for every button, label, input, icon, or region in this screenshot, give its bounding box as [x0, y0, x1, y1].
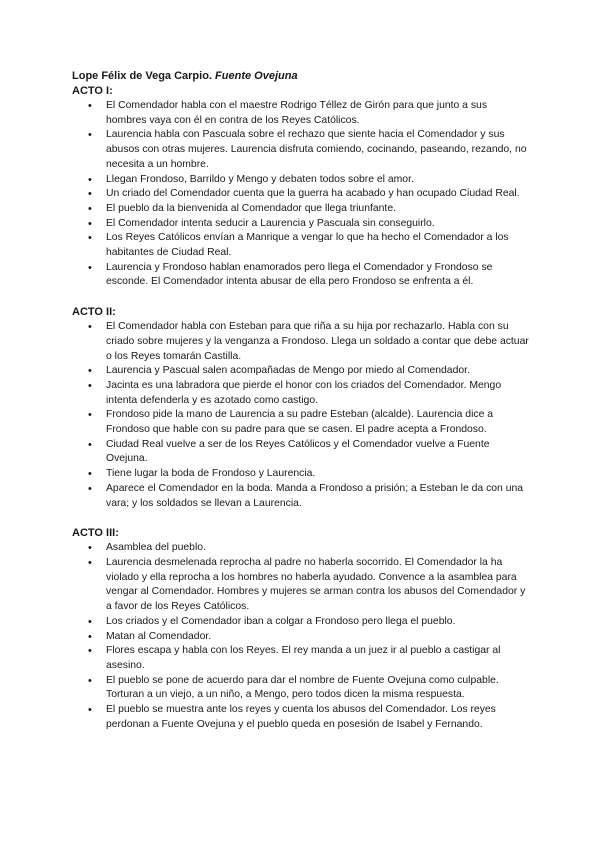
list-item: • Un criado del Comendador cuenta que la guerra ha acabado y han ocupado Ciudad Real.: [106, 187, 530, 202]
list-item: • Laurencia habla con Pascuala sobre el rechazo que siente hacia el Comendador y sus abusos con otras mujeres. Laurencia disfruta comiendo, cocinando, paseando, rezando, no necesita a un hombre.: [106, 128, 530, 172]
list-item: • Laurencia y Frondoso hablan enamorados pero llega el Comendador y Frondoso se esconde. El Comendador intenta abusar de ella pero Frondoso se enfrenta a él.: [106, 261, 530, 290]
list-item: • Tiene lugar la boda de Frondoso y Laurencia.: [106, 467, 530, 482]
act-3-list: [72, 541, 530, 732]
list-item: • Jacinta es una labradora que pierde el honor con los criados del Comendador. Mengo intenta defenderla y es azotado como castigo.: [106, 379, 530, 408]
title-author: Lope Félix de Vega Carpio.: [72, 70, 212, 82]
act-2-heading: ACTO II:: [72, 306, 116, 319]
list-item: • Laurencia desmelenada reprocha al padre no haberla socorrido. El Comendador la ha violado y ella reprocha a los hombres no haberla ayudado. Convence a la asamblea para vengar al Comendador. Hombres y mujeres se arman contra los abusos del Comendador y a favor de los Reyes Católicos.: [106, 556, 530, 615]
act-2-section: [72, 305, 530, 511]
list-item: • Los Reyes Católicos envían a Manrique a vengar lo que ha hecho el Comendador a los habitantes de Ciudad Real.: [106, 231, 530, 260]
list-item: • Matan al Comendador.: [106, 630, 530, 645]
list-item: • Laurencia y Pascual salen acompañadas de Mengo por miedo al Comendador.: [106, 364, 530, 379]
list-item: • Flores escapa y habla con los Reyes. El rey manda a un juez ir al pueblo a castigar al asesino.: [106, 644, 530, 673]
act-1-section: [72, 84, 530, 290]
list-item: • El Comendador habla con el maestre Rodrigo Téllez de Girón para que junto a sus hombres vaya con él en contra de los Reyes Católicos.: [106, 99, 530, 128]
list-item: • El Comendador intenta seducir a Laurencia y Pascuala sin conseguirlo.: [106, 217, 530, 232]
list-item: • Frondoso pide la mano de Laurencia a su padre Esteban (alcalde). Laurencia dice a Frondoso que hable con su padre para que se casen. El padre acepta a Frondoso.: [106, 408, 530, 437]
list-item: • El Comendador habla con Esteban para que riña a su hija por rechazarlo. Habla con su criado sobre mujeres y la venganza a Frondoso. Llega un soldado a contar que debe actuar o los Reyes tomarán Castilla.: [106, 320, 530, 364]
title-work: Fuente Ovejuna: [215, 70, 298, 82]
act-2-list: [72, 320, 530, 511]
list-item: • Los criados y el Comendador iban a colgar a Frondoso pero llega el pueblo.: [106, 615, 530, 630]
list-item: • Aparece el Comendador en la boda. Manda a Frondoso a prisión; a Esteban le da con una vara; y los soldados se llevan a Laurencia.: [106, 482, 530, 511]
act-1-list: [72, 99, 530, 290]
list-item: • El pueblo se pone de acuerdo para dar el nombre de Fuente Ovejuna como culpable. Torturan a un viejo, a un niño, a Mengo, pero todos dicen la misma respuesta.: [106, 674, 530, 703]
list-item: • Asamblea del pueblo.: [106, 541, 530, 556]
document-title: [72, 69, 530, 84]
act-3-heading: ACTO III:: [72, 527, 119, 540]
list-item: • Ciudad Real vuelve a ser de los Reyes Católicos y el Comendador vuelve a Fuente Ovejuna.: [106, 438, 530, 467]
act-1-heading: ACTO I:: [72, 85, 113, 97]
act-3-section: [72, 526, 530, 732]
list-item: • El pueblo da la bienvenida al Comendador que llega triunfante.: [106, 202, 530, 217]
list-item: • El pueblo se muestra ante los reyes y cuenta los abusos del Comendador. Los reyes perdonan a Fuente Ovejuna y el pueblo queda en posesión de Isabel y Fernando.: [106, 703, 530, 732]
list-item: • Llegan Frondoso, Barrildo y Mengo y debaten todos sobre el amor.: [106, 173, 530, 188]
